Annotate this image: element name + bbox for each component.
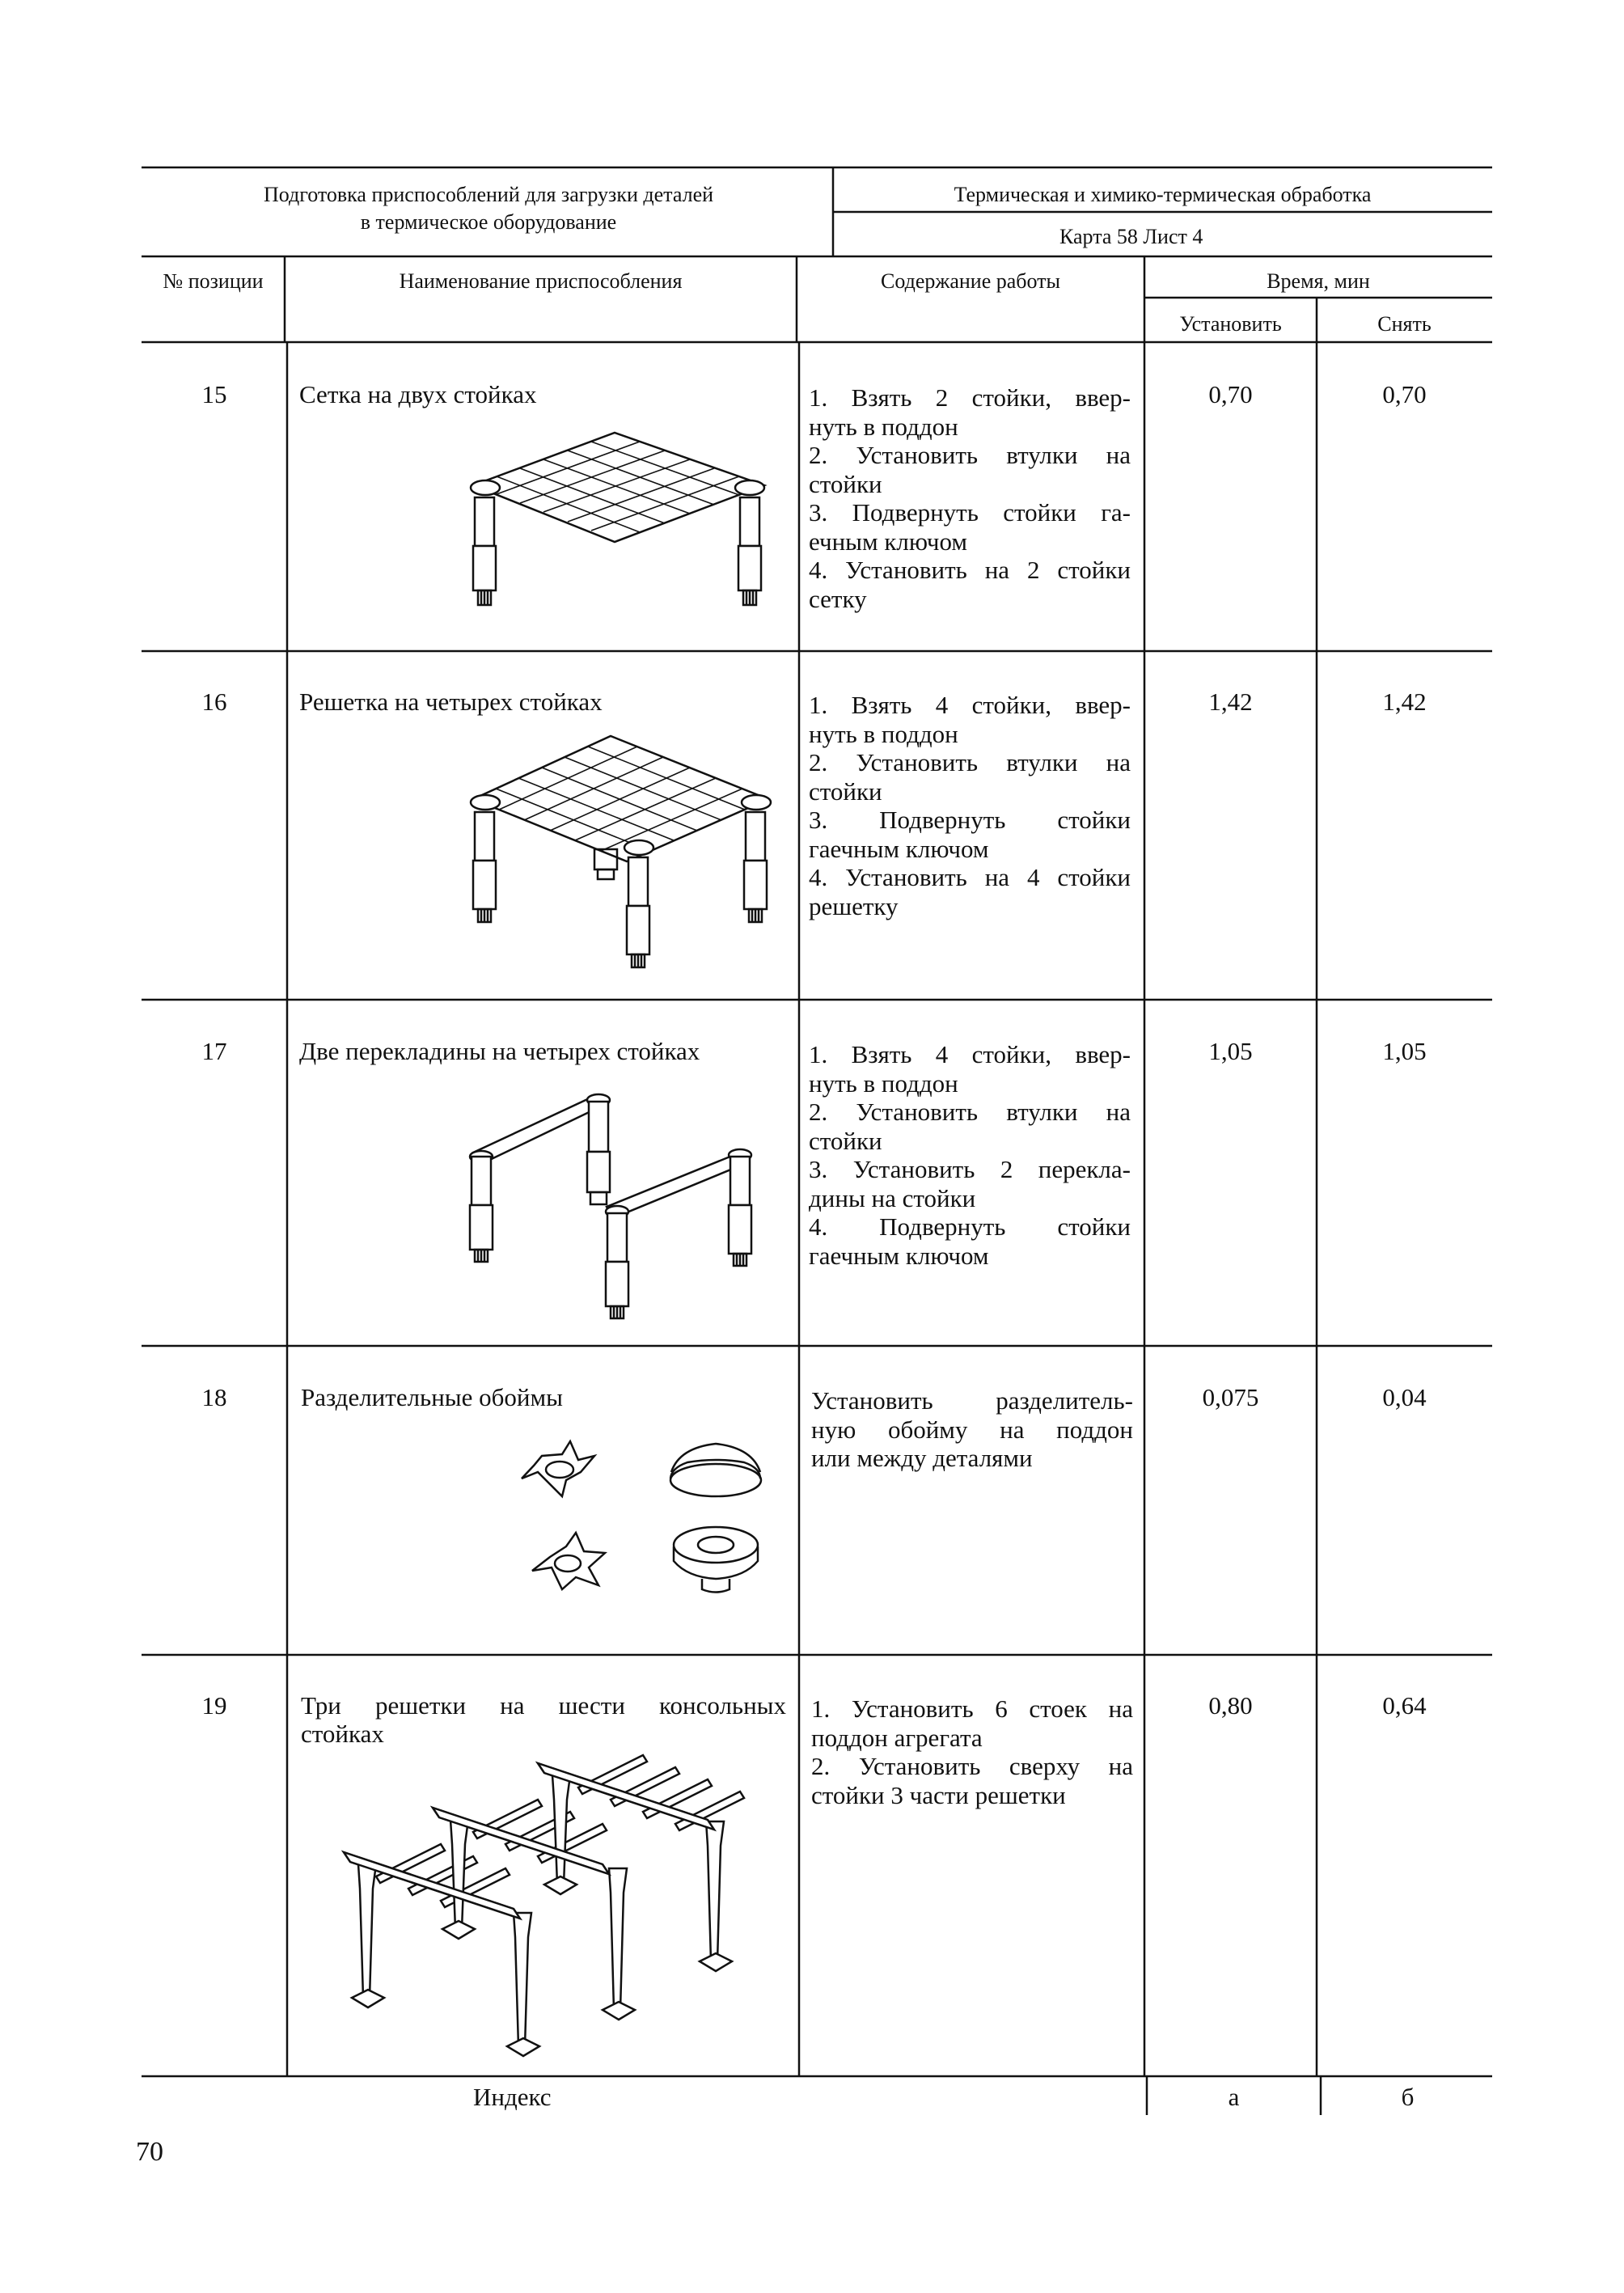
remove-time: 1,05: [1382, 1037, 1427, 1065]
position-number: 16: [201, 687, 227, 716]
install-time: 1,05: [1208, 1037, 1253, 1065]
index-col-b: б: [1401, 2083, 1415, 2111]
page-number: 70: [136, 2137, 163, 2167]
card-number: Карта 58 Лист 4: [1059, 225, 1203, 248]
separator-rings-figure: [518, 1424, 776, 1634]
left-title-line1: Подготовка приспособлений для загрузки деталей: [263, 183, 714, 206]
col-name: Наименование приспособления: [399, 269, 683, 293]
position-number: 19: [201, 1691, 227, 1720]
position-number: 17: [201, 1037, 227, 1065]
work-content: 1. Взять 4 стойки, ввер- нуть в поддон 2. Установить втулки на стойки 3. Установить 2 перекла- дины на стойки 4. Подвернуть стойки гаечным ключом: [809, 1040, 1131, 1270]
fixture-name-line1: Три решетки на шести консольных: [301, 1691, 786, 1720]
install-time: 0,70: [1208, 380, 1253, 408]
col-time: Время, мин: [1267, 269, 1370, 293]
col-install: Установить: [1179, 312, 1282, 336]
index-label: Индекс: [473, 2083, 552, 2111]
work-content: Установить разделитель- ную обойму на поддон или между деталями: [811, 1386, 1133, 1472]
fixture-name: Решетка на четырех стойках: [299, 687, 603, 716]
remove-time: 0,64: [1382, 1691, 1427, 1720]
grid-on-four-posts-figure: [465, 728, 776, 979]
install-time: 0,075: [1202, 1383, 1259, 1411]
right-title: Термическая и химико-термическая обработка: [954, 183, 1372, 206]
col-position: № позиции: [163, 269, 264, 293]
fixture-name: Две перекладины на четырех стойках: [299, 1037, 700, 1065]
work-content: 1. Взять 4 стойки, ввер- нуть в поддон 2. Установить втулки на стойки 3. Подвернуть стойки гаечным ключом 4. Установить на 4 стойки решетку: [809, 691, 1131, 920]
two-crossbars-figure: [457, 1076, 772, 1326]
col-remove: Снять: [1377, 312, 1432, 336]
position-number: 18: [201, 1383, 227, 1411]
install-time: 1,42: [1208, 687, 1253, 716]
mesh-on-two-posts-figure: [465, 425, 772, 627]
install-time: 0,80: [1208, 1691, 1253, 1720]
work-content: 1. Взять 2 стойки, ввер- нуть в поддон 2. Установить втулки на стойки 3. Подвернуть стойки га- ечным ключом 4. Установить на 2 стойки сетку: [809, 383, 1131, 613]
left-title-line2: в термическое оборудование: [360, 210, 617, 234]
col-work: Содержание работы: [881, 269, 1060, 293]
fixture-name: Сетка на двух стойках: [299, 380, 537, 408]
position-number: 15: [201, 380, 227, 408]
index-col-a: а: [1228, 2083, 1240, 2111]
three-grids-cantilever-figure: [319, 1731, 789, 2062]
remove-time: 1,42: [1382, 687, 1427, 716]
work-content: 1. Установить 6 стоек на поддон агрегата 2. Установить сверху на стойки 3 части решетки: [811, 1694, 1133, 1809]
remove-time: 0,70: [1382, 380, 1427, 408]
remove-time: 0,04: [1382, 1383, 1427, 1411]
fixture-name-line2: стойках: [301, 1720, 384, 1748]
fixture-name: Разделительные обоймы: [301, 1383, 563, 1411]
